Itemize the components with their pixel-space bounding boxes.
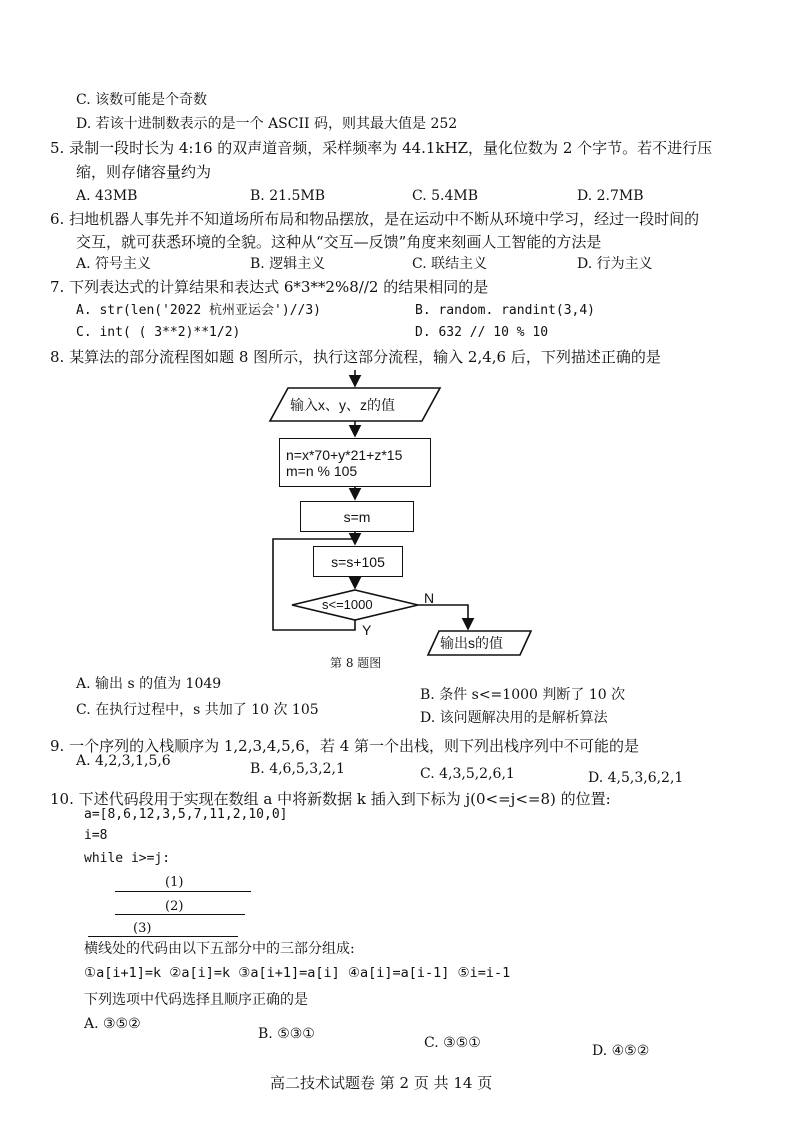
flowchart-yes-label: Y	[362, 622, 372, 638]
q6-option-a: A. 符号主义	[76, 256, 152, 272]
q6-option-c: C. 联结主义	[412, 256, 488, 272]
flowchart-assign-label: s=m	[343, 508, 371, 525]
q10-option-b: B. ⑤③①	[258, 1026, 315, 1042]
q9-option-b: B. 4,6,5,3,2,1	[250, 761, 345, 777]
q7-option-c: C. int( ( 3**2)**1/2)	[76, 325, 241, 340]
flowchart-calc-line1: n=x*70+y*21+z*15	[286, 446, 403, 463]
q6-option-d: D. 行为主义	[577, 256, 653, 272]
blank-1-label: (1)	[165, 875, 184, 890]
q7-option-b: B. random. randint(3,4)	[415, 303, 596, 318]
q5-option-a: A. 43MB	[76, 188, 138, 204]
flowchart-calc-line2: m=n % 105	[286, 462, 358, 479]
question-10-stem: 10. 下述代码段用于实现在数组 a 中将新数据 k 插入到下标为 j(0<=j<=8) 的位置:	[50, 790, 611, 808]
question-5-stem: 5. 录制一段时长为 4:16 的双声道音频，采样频率为 44.1kHZ，量化位数为 2 个字节。若不进行压	[50, 139, 713, 157]
flowchart-input-label: 输入x、y、z的值	[290, 397, 395, 413]
option-c-line: C. 该数可能是个奇数	[76, 92, 208, 108]
q9-option-c: C. 4,3,5,2,6,1	[420, 766, 515, 782]
question-6-stem-cont: 交互，就可获悉环境的全貌。这种从“交互—反馈”角度来刻画人工智能的方法是	[76, 233, 602, 251]
code-line-while: while i>=j:	[84, 851, 171, 866]
q8-option-b: B. 条件 s<=1000 判断了 10 次	[420, 687, 626, 703]
q5-option-b: B. 21.5MB	[250, 188, 325, 204]
question-7-stem: 7. 下列表达式的计算结果和表达式 6*3**2%8//2 的结果相同的是	[50, 278, 489, 296]
q10-parts: ①a[i+1]=k ②a[i]=k ③a[i+1]=a[i] ④a[i]=a[i-1] ⑤i=i-1	[84, 965, 511, 981]
q9-option-a: A. 4,2,3,1,5,6	[76, 753, 171, 769]
figure-caption: 第 8 题图	[330, 656, 382, 670]
flowchart-add-box	[313, 546, 403, 577]
blank-3-label: (3)	[133, 921, 152, 936]
code-line-i: i=8	[84, 828, 108, 843]
blank-2-label: (2)	[165, 899, 184, 914]
q10-option-c: C. ③⑤①	[424, 1035, 481, 1051]
flowchart-add-label: s=s+105	[331, 553, 385, 570]
q5-option-c: C. 5.4MB	[412, 188, 479, 204]
page-footer: 高二技术试题卷 第 2 页 共 14 页	[270, 1074, 493, 1092]
flowchart-assign-box	[300, 501, 414, 532]
q8-option-a: A. 输出 s 的值为 1049	[76, 676, 222, 692]
q8-option-c: C. 在执行过程中，s 共加了 10 次 105	[76, 702, 319, 718]
q5-option-d: D. 2.7MB	[577, 188, 644, 204]
flowchart-no-label: N	[424, 590, 435, 606]
q6-option-b: B. 逻辑主义	[250, 256, 326, 272]
question-9-stem: 9. 一个序列的入栈顺序为 1,2,3,4,5,6，若 4 第一个出栈，则下列出栈序列中不可能的是	[50, 737, 640, 755]
q10-instruction: 横线处的代码由以下五部分中的三部分组成:	[84, 941, 355, 957]
blank-3-line	[88, 936, 238, 937]
q10-option-a: A. ③⑤②	[84, 1016, 141, 1032]
flowchart-condition-label: s<=1000	[322, 597, 373, 612]
q8-option-d: D. 该问题解决用的是解析算法	[420, 710, 608, 726]
q9-option-d: D. 4,5,3,6,2,1	[588, 770, 684, 786]
question-8-stem: 8. 某算法的部分流程图如题 8 图所示，执行这部分流程，输入 2,4,6 后，下列描述正确的是	[50, 348, 661, 366]
flowchart-calc-box	[279, 438, 431, 487]
code-line-array: a=[8,6,12,3,5,7,11,2,10,0]	[84, 807, 288, 822]
flowchart-output-label: 输出s的值	[440, 635, 503, 651]
q7-option-a: A. str(len('2022 杭州亚运会')//3)	[76, 303, 322, 318]
q10-option-d: D. ④⑤②	[592, 1043, 650, 1059]
q10-question: 下列选项中代码选择且顺序正确的是	[84, 992, 308, 1008]
question-5-stem-cont: 缩，则存储容量约为	[76, 163, 212, 181]
q7-option-d: D. 632 // 10 % 10	[415, 325, 549, 340]
question-6-stem: 6. 扫地机器人事先并不知道场所布局和物品摆放，是在运动中不断从环境中学习，经过一段时间的	[50, 210, 700, 228]
option-d-line: D. 若该十进制数表示的是一个 ASCII 码，则其最大值是 252	[76, 116, 458, 132]
